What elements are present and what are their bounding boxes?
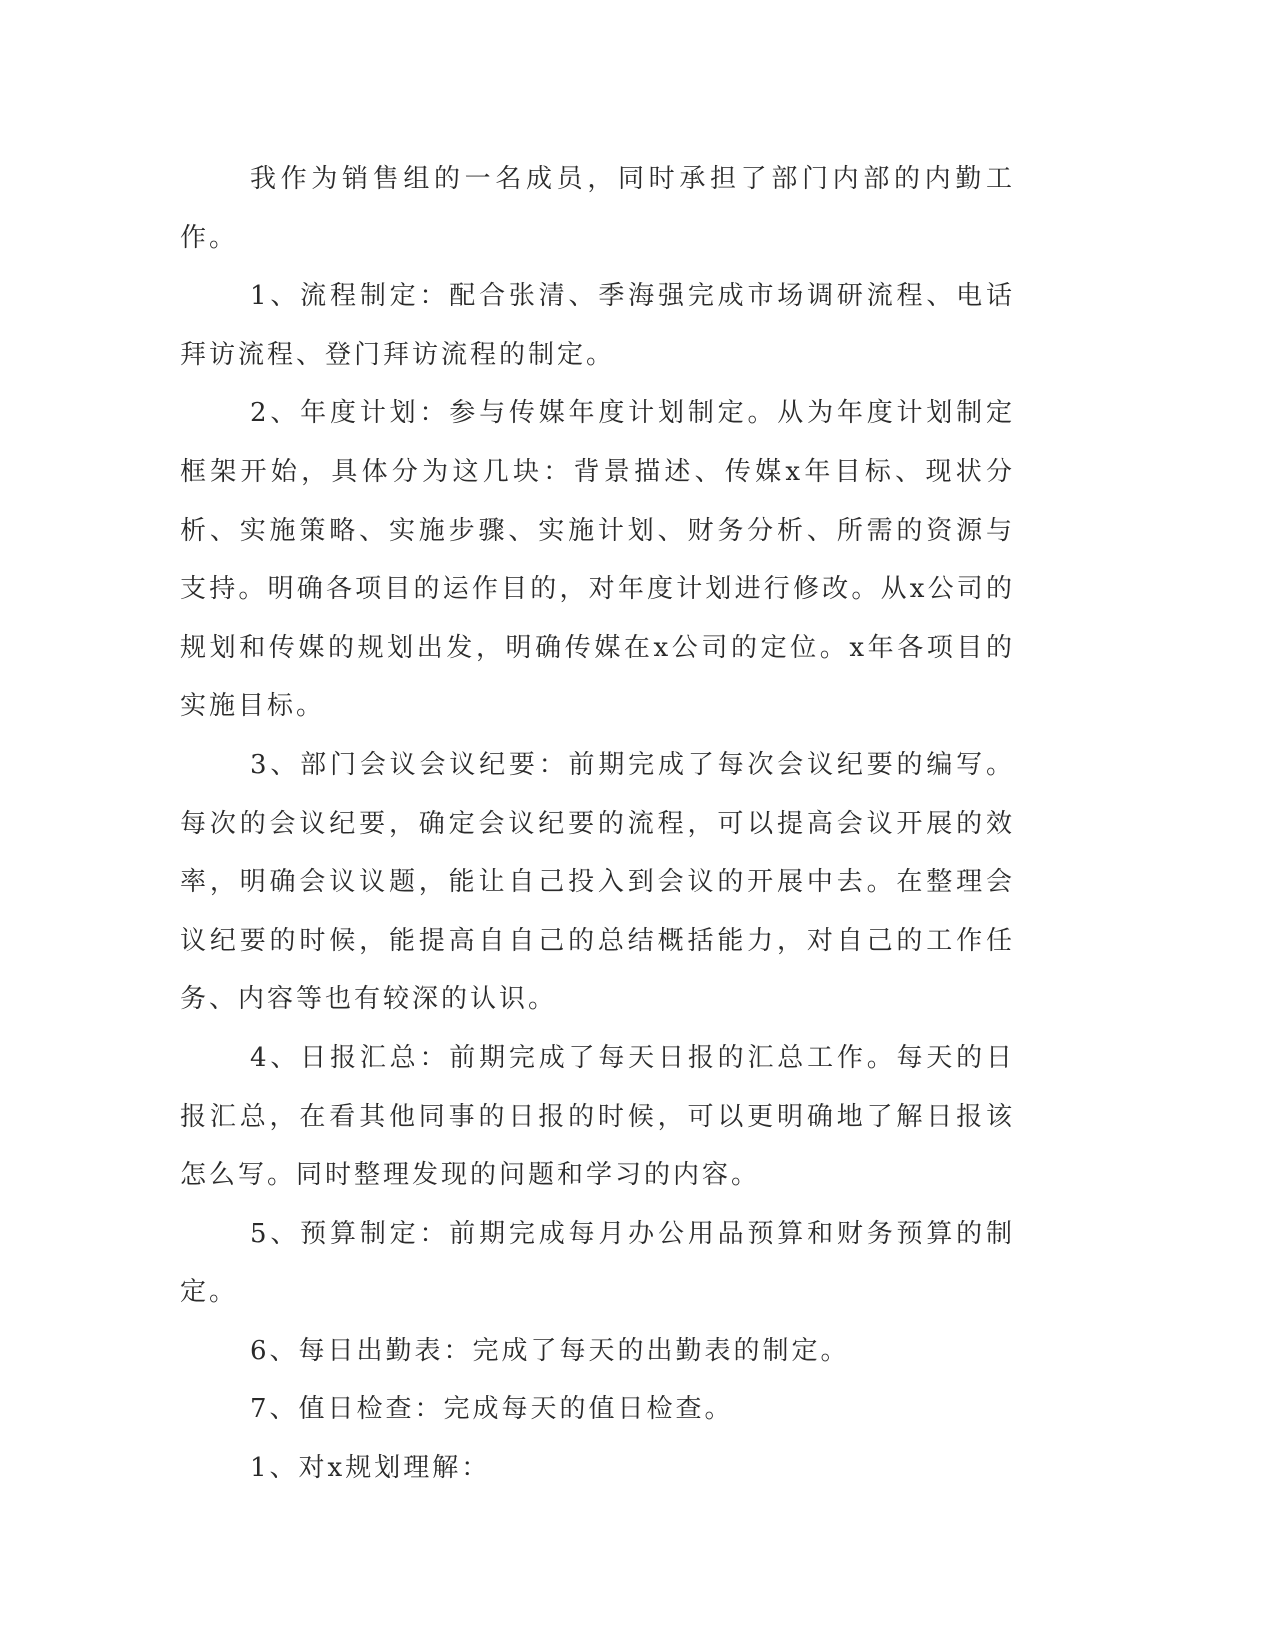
paragraph-planning-understanding: 1、对x规划理解： (250, 1453, 491, 1484)
paragraph-budget: 5、预算制定：前期完成每月办公用品预算和财务预算的制定。 (180, 1218, 1015, 1308)
paragraph-daily-report: 4、日报汇总：前期完成了每天日报的汇总工作。每天的日报汇总，在看其他同事的日报的时候，可以更明确地了解日报该怎么写。同时整理发现的问题和学习的内容。 (180, 1042, 1015, 1191)
paragraph-duty-check: 7、值日检查：完成每天的值日检查。 (250, 1394, 734, 1425)
paragraph-intro: 我作为销售组的一名成员，同时承担了部门内部的内勤工作。 (180, 164, 1015, 253)
paragraph-meeting-minutes: 3、部门会议会议纪要：前期完成了每次会议纪要的编写。每次的会议纪要，确定会议纪要的流程，可以提高会议开展的效率，明确会议议题，能让自己投入到会议的开展中去。在整理会议纪要的时候，能提高自自己的总结概括能力，对自己的工作任务、内容等也有较深的认识。 (180, 749, 1015, 1015)
paragraph-attendance: 6、每日出勤表：完成了每天的出勤表的制定。 (250, 1335, 850, 1366)
paragraph-process: 1、流程制定：配合张清、季海强完成市场调研流程、电话拜访流程、登门拜访流程的制定。 (180, 281, 1015, 370)
paragraph-annual-plan: 2、年度计划：参与传媒年度计划制定。从为年度计划制定框架开始，具体分为这几块：背景描述、传媒x年目标、现状分析、实施策略、实施步骤、实施计划、财务分析、所需的资源与支持。明确各项目的运作目的，对年度计划进行修改。从x公司的规划和传媒的规划出发，明确传媒在x公司的定位。x年各项目的实施目标。 (180, 398, 1015, 722)
document-body (180, 150, 1015, 1498)
